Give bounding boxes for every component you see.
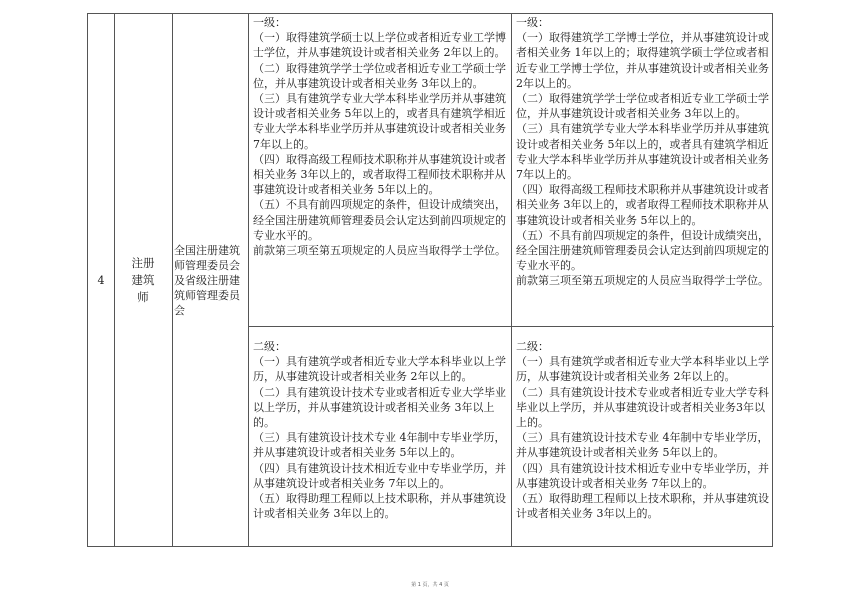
- old-level1-requirements: [248, 14, 511, 324]
- paragraph: （二）取得建筑学学士学位或者相近专业工学硕士学位，并从事建筑设计或者相关业务 3年以上的。: [253, 61, 506, 90]
- paragraph: （二）取得建筑学学士学位或者相近专业工学硕士学位，并从事建筑设计或者相关业务 3年以上的。: [516, 92, 769, 121]
- paragraph: （三）具有建筑学专业大学本科毕业学历并从事建筑设计或者相关业务 5年以上的，或者具有建筑学相近专业大学本科毕业学历并从事建筑设计或者相关业务7年以上的。: [516, 122, 769, 182]
- paragraph: （一）取得建筑学工学博士学位，并从事建筑设计或者相关业务 1年以上的；取得建筑学硕士学位或者相近专业工学博士学位，并从事建筑设计或者相关业务 2年以上的。: [516, 31, 769, 90]
- paragraph: 前款第三项至第五项规定的人员应当取得学士学位。: [516, 274, 769, 288]
- paragraph: （三）具有建筑设计技术专业 4年制中专毕业学历，并从事建筑设计或者相关业务 5年以上的。: [253, 431, 506, 460]
- paragraph: （四）取得高级工程师技术职称并从事建筑设计或者相关业务 3年以上的，或者取得工程师技术职称并从事建筑设计或者相关业务 5年以上的。: [516, 183, 769, 227]
- paragraph: （二）具有建筑设计技术专业或者相近专业大学专科毕业以上学历，并从事建筑设计或者相关业务3年以上的。: [516, 385, 769, 430]
- paragraph: （一）具有建筑学或者相近专业大学本科毕业以上学历，从事建筑设计或者相关业务 2年以上的。: [516, 355, 769, 384]
- row-divider: [248, 326, 774, 327]
- paragraph: （三）具有建筑设计技术专业 4年制中专毕业学历，并从事建筑设计或者相关业务 5年以上的。: [516, 431, 769, 460]
- qualification-name: 注册建筑师: [131, 255, 155, 304]
- new-level2-requirements: [511, 336, 774, 546]
- paragraph: （五）取得助理工程师以上技术职称，并从事建筑设计或者相关业务 3年以上的。: [253, 492, 506, 521]
- paragraph: （四）具有建筑设计技术相近专业中专毕业学历，并从事建筑设计或者相关业务 7年以上的。: [253, 461, 506, 490]
- paragraph: （四）取得高级工程师技术职称并从事建筑设计或者相关业务 3年以上的，或者取得工程师技术职称并从事建筑设计或者相关业务 5年以上的。: [253, 152, 506, 197]
- old-level2-requirements: [248, 336, 511, 546]
- paragraph: （一）具有建筑学或者相近专业大学本科毕业以上学历，从事建筑设计或者相关业务 2年以上的。: [253, 355, 506, 384]
- paragraph: 一级：: [516, 16, 549, 29]
- new-level1-requirements: [511, 14, 774, 324]
- requirements-table: [87, 13, 773, 547]
- paragraph: 前款第三项至第五项规定的人员应当取得学士学位。: [253, 244, 506, 258]
- paragraph: （五）取得助理工程师以上技术职称，并从事建筑设计或者相关业务 3年以上的。: [516, 492, 769, 521]
- paragraph: 二级：: [516, 340, 549, 353]
- paragraph: 二级：: [253, 340, 286, 353]
- paragraph: （二）具有建筑设计技术专业或者相近专业大学毕业以上学历，并从事建筑设计或者相关业务 3年以上的。: [253, 385, 506, 430]
- page-footer: 第 1 页，共 4 页: [411, 582, 449, 588]
- paragraph: （五）不具有前四项规定的条件，但设计成绩突出，经全国注册建筑师管理委员会认定达到前四项规定的专业水平的。: [253, 198, 506, 242]
- paragraph: （一）取得建筑学硕士以上学位或者相近专业工学博士学位，并从事建筑设计或者相关业务 2年以上的。: [253, 31, 506, 60]
- paragraph: （三）具有建筑学专业大学本科毕业学历并从事建筑设计或者相关业务 5年以上的，或者具有建筑学相近专业大学本科毕业学历并从事建筑设计或者相关业务7年以上的。: [253, 92, 506, 151]
- paragraph: 一级：: [253, 16, 286, 29]
- paragraph: （五）不具有前四项规定的条件，但设计成绩突出，经全国注册建筑师管理委员会认定达到前四项规定的专业水平的。: [516, 228, 769, 273]
- paragraph: （四）具有建筑设计技术相近专业中专毕业学历，并从事建筑设计或者相关业务 7年以上的。: [516, 461, 769, 490]
- issuing-department: 全国注册建筑师管理委员会及省级注册建筑师管理委员会: [174, 243, 240, 317]
- row-number: 4: [97, 273, 105, 287]
